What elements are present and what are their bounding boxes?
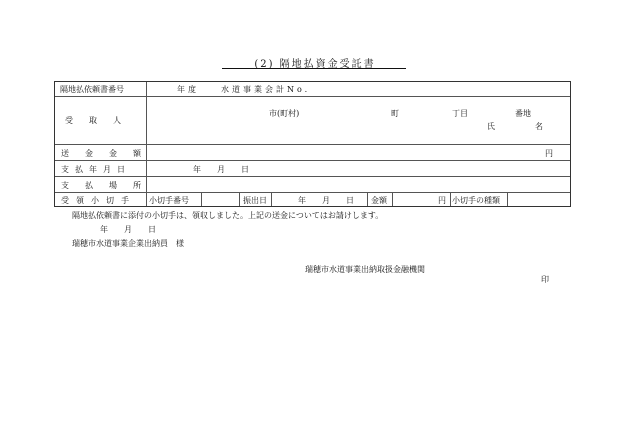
trust-receipt-form <box>54 81 571 207</box>
cell-divider <box>271 192 272 206</box>
amount-label: 送 金 金 額 <box>61 149 145 158</box>
check-amount-label: 金額 <box>371 196 387 205</box>
cell-divider <box>450 192 451 206</box>
row-divider <box>55 144 570 145</box>
cell-divider <box>367 192 368 206</box>
request-number-label: 隔地払依頼書番号 <box>60 85 124 94</box>
issue-date-value: 年 月 日 <box>298 196 354 205</box>
row-divider <box>55 160 570 161</box>
name-label: 氏 名 <box>487 122 551 131</box>
seal-mark: 印 <box>541 275 549 284</box>
cell-divider <box>392 192 393 206</box>
row-divider <box>55 96 570 97</box>
receipt-statement: 隔地払依頼書に添付の小切手は、領収しました。上記の送金についてはお請けします。 <box>72 211 384 220</box>
title-underline <box>222 68 406 69</box>
label-column-divider <box>146 82 147 206</box>
financial-institution: 瑞穂市水道事業出納取扱金融機関 <box>305 265 425 274</box>
row-divider <box>55 192 570 193</box>
addressee: 瑞穂市水道事業企業出納員 様 <box>72 239 184 248</box>
document-title: (2) 隔地払資金受託書 <box>254 59 376 70</box>
check-type-label: 小切手の種類 <box>452 196 500 205</box>
cell-divider <box>507 192 508 206</box>
payment-date-value: 年 月 日 <box>193 165 249 174</box>
address-banchi: 番地 <box>515 109 531 118</box>
recipient-label: 受 取 人 <box>65 116 125 125</box>
received-check-label: 受領小切手 <box>61 196 136 205</box>
request-number-value: 年度 水道事業会計No. <box>177 85 311 94</box>
receipt-date: 年 月 日 <box>100 225 156 234</box>
check-amount-unit: 円 <box>438 196 446 205</box>
issue-date-label: 振出日 <box>243 196 267 205</box>
amount-unit: 円 <box>545 149 553 158</box>
cell-divider <box>239 192 240 206</box>
row-divider <box>55 176 570 177</box>
payment-date-label: 支払年月日 <box>61 165 131 174</box>
cell-divider <box>201 192 202 206</box>
address-city: 市(町村) <box>269 109 300 118</box>
payment-place-label: 支 払 場 所 <box>61 181 145 190</box>
check-number-label: 小切手番号 <box>149 196 189 205</box>
address-chome: 丁目 <box>452 109 468 118</box>
address-town: 町 <box>391 109 399 118</box>
